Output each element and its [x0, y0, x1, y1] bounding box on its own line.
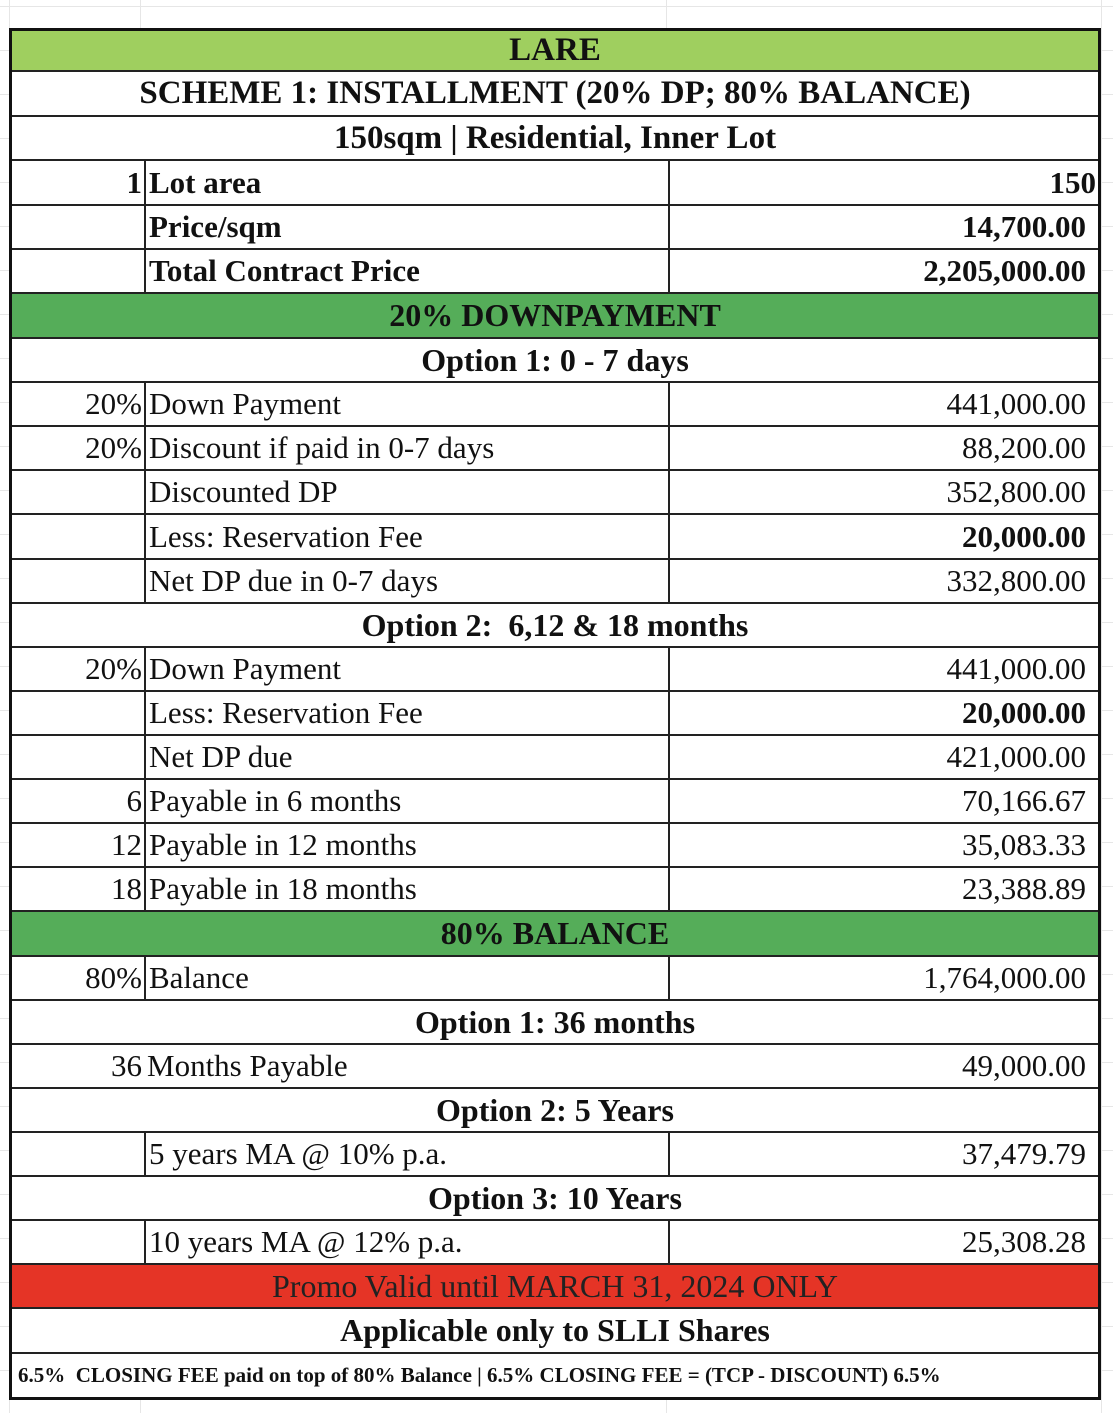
table-row [12, 692, 1098, 736]
row-value: 88,200.00 [668, 427, 1098, 469]
table-row [12, 824, 1098, 868]
row-label: Payable in 12 months [144, 824, 668, 866]
scheme-title: SCHEME 1: INSTALLMENT (20% DP; 80% BALANCE) [139, 75, 971, 111]
row-value: 1,764,000.00 [668, 957, 1098, 999]
row-label: Net DP due [144, 736, 668, 778]
option-title: Option 1: 0 - 7 days [421, 341, 689, 378]
row-number [12, 736, 144, 778]
row-label: Total Contract Price [144, 250, 668, 292]
table-row [12, 471, 1098, 515]
row-value: 49,000.00 [962, 1048, 1086, 1083]
row-label: Balance [144, 957, 668, 999]
title-row [12, 31, 1098, 72]
downpayment-section-header [12, 294, 1098, 339]
row-number [12, 1133, 144, 1175]
total-contract-price-row [12, 250, 1098, 294]
row-value: 23,388.89 [668, 868, 1098, 910]
balance-section-header [12, 912, 1098, 957]
table-row [12, 1045, 1098, 1089]
row-number: 20% [85, 651, 142, 686]
promo-banner [12, 1265, 1098, 1309]
table-row [12, 1221, 1098, 1265]
balance-option3-header [12, 1177, 1098, 1221]
row-value: 20,000.00 [668, 692, 1098, 734]
row-number: 18 [111, 871, 142, 906]
row-label: Payable in 18 months [144, 868, 668, 910]
price-per-sqm-row [12, 206, 1098, 250]
balance-option1-header [12, 1001, 1098, 1045]
row-number [12, 1221, 144, 1263]
row-number [12, 206, 144, 248]
row-number: 20% [85, 386, 142, 421]
row-number: 6 [126, 783, 142, 818]
dp-option1-header [12, 339, 1098, 383]
row-number: 80% [85, 960, 142, 995]
row-number: 12 [111, 827, 142, 862]
row-number: 36 [111, 1048, 142, 1083]
balance-option2-header [12, 1089, 1098, 1133]
row-label: 10 years MA @ 12% p.a. [144, 1221, 668, 1263]
row-number: 1 [126, 164, 142, 200]
footer-row [12, 1354, 1098, 1397]
option-title: Option 1: 36 months [414, 1003, 696, 1040]
row-label: Down Payment [144, 648, 668, 690]
option-title: Option 2: 6,12 & 18 months [361, 606, 749, 643]
row-value: 150 [668, 161, 1098, 204]
applicable-row [12, 1309, 1098, 1354]
row-label: Price/sqm [144, 206, 668, 248]
scheme-row [12, 72, 1098, 117]
table-row [12, 780, 1098, 824]
table-row [12, 515, 1098, 560]
project-title: LARE [509, 32, 601, 68]
table-row [12, 736, 1098, 780]
row-value: 2,205,000.00 [668, 250, 1098, 292]
table-row [12, 648, 1098, 692]
lot-description: 150sqm | Residential, Inner Lot [333, 119, 777, 156]
table-row [12, 868, 1098, 912]
row-number [12, 250, 144, 292]
row-label: Discount if paid in 0-7 days [144, 427, 668, 469]
price-computation-sheet [9, 28, 1101, 1400]
balance-row [12, 957, 1098, 1001]
dp-option2-header [12, 604, 1098, 648]
row-number: 20% [85, 430, 142, 465]
row-number [12, 560, 144, 602]
section-heading: 80% BALANCE [440, 915, 670, 951]
lot-area-row [12, 161, 1098, 206]
row-label: Less: Reservation Fee [144, 515, 668, 558]
table-row [12, 383, 1098, 427]
table-row [12, 1133, 1098, 1177]
row-label: Net DP due in 0-7 days [144, 560, 668, 602]
table-row [12, 560, 1098, 604]
row-label: Less: Reservation Fee [144, 692, 668, 734]
row-label: Lot area [144, 161, 668, 204]
promo-text: Promo Valid until MARCH 31, 2024 ONLY [271, 1267, 838, 1304]
row-value: 35,083.33 [668, 824, 1098, 866]
applicable-text: Applicable only to SLLI Shares [340, 1312, 770, 1348]
row-label: Months Payable [147, 1048, 348, 1083]
row-value: 20,000.00 [668, 515, 1098, 558]
row-value: 352,800.00 [668, 471, 1098, 513]
row-value: 25,308.28 [668, 1221, 1098, 1263]
row-value: 421,000.00 [668, 736, 1098, 778]
row-value: 441,000.00 [668, 648, 1098, 690]
row-value: 14,700.00 [668, 206, 1098, 248]
option-title: Option 3: 10 Years [428, 1179, 682, 1216]
closing-fee-note: 6.5% CLOSING FEE paid on top of 80% Balance | 6.5% CLOSING FEE = (TCP - DISCOUNT) 6.5% [18, 1363, 941, 1387]
row-value: 37,479.79 [668, 1133, 1098, 1175]
row-value: 332,800.00 [668, 560, 1098, 602]
row-value: 441,000.00 [668, 383, 1098, 425]
row-number [12, 471, 144, 513]
table-row [12, 427, 1098, 471]
row-number [12, 515, 144, 558]
row-label: 5 years MA @ 10% p.a. [144, 1133, 668, 1175]
row-label: Discounted DP [144, 471, 668, 513]
section-heading: 20% DOWNPAYMENT [389, 297, 721, 333]
row-label: Down Payment [144, 383, 668, 425]
row-label: Payable in 6 months [144, 780, 668, 822]
lot-description-row [12, 117, 1098, 161]
row-number [12, 692, 144, 734]
row-value: 70,166.67 [668, 780, 1098, 822]
option-title: Option 2: 5 Years [436, 1091, 674, 1128]
